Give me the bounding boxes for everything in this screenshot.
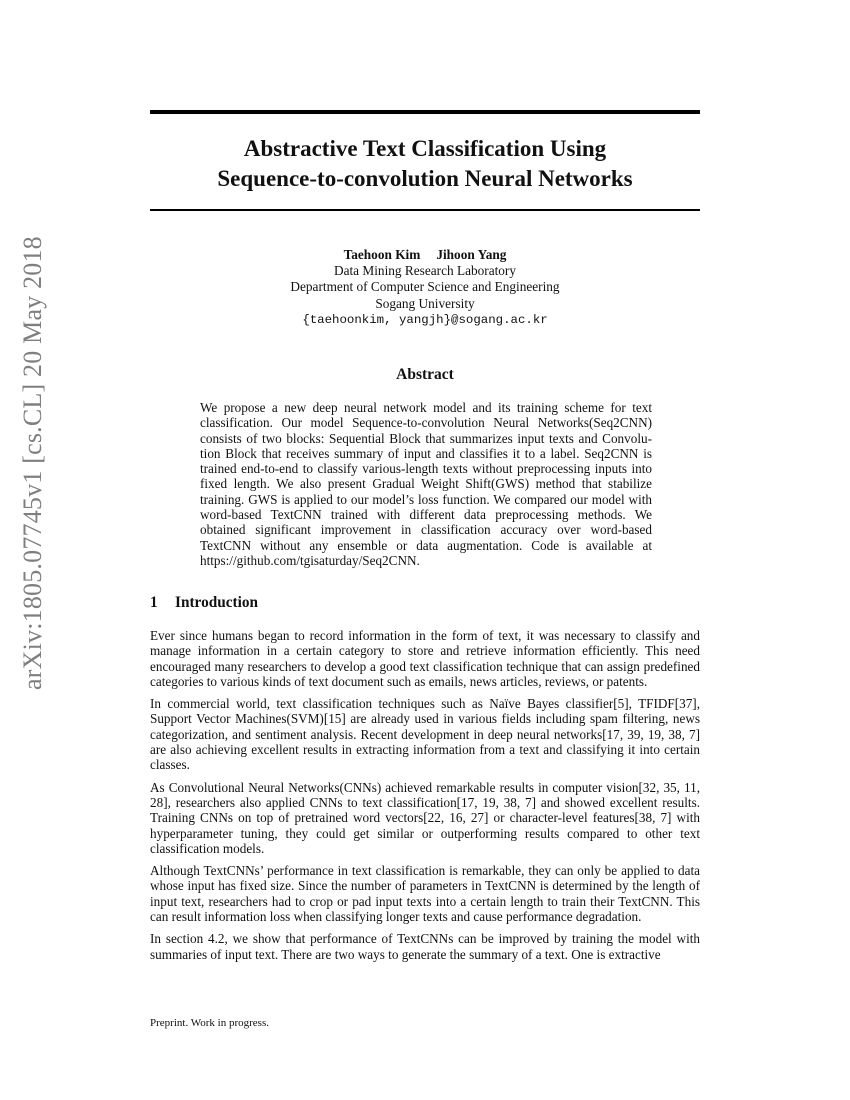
author-email: {taehoonkim, yangjh}@sogang.ac.kr — [302, 312, 548, 327]
affiliation-department: Department of Computer Science and Engineering — [290, 279, 560, 295]
title-line-1: Abstractive Text Classification Using — [243, 136, 607, 161]
affiliation-lab: Data Mining Research Laboratory — [333, 263, 517, 279]
affiliation-university: Sogang University — [375, 295, 475, 311]
paragraph: As Convolutional Neural Networks(CNNs) achieved remarkable results in computer vision[32, 35, 11, 28], researchers also applied CNNs to text classification[17, 19, 38, 7] and showed excellent results. Training CNNs on top of pretrained word vectors[22, 16, 27] or character-level features[38, 7] with hyperparameter tuning, they could get similar or outperforming results compared to other text classification models. — [150, 779, 700, 856]
section-number: 1 — [150, 594, 158, 611]
paper-title — [150, 134, 700, 194]
abstract-text: We propose a new deep neural network model and its training scheme for text classification. Our model Sequence-to-convolution Neural Networks(Seq2CNN) consists of two blocks: Sequential Block that summarizes input texts and Convolution Block that receives summary of input and classifies it to a label. Seq2CNN is trained end-to-end to classify various-length texts without preprocessing inputs into fixed length. We also present Gradual Weight Shift(GWS) method that stabilize training. GWS is applied to our model’s loss function. We compared our model with word-based TextCNN trained with different data preprocessing methods. We obtained significant improvement in classification accuracy over word-based TextCNN without any ensemble or data augmentation. Code is available at https://github.com/tgisaturday/Seq2CNN. — [200, 400, 652, 568]
author-block — [150, 247, 700, 328]
section-heading-introduction — [150, 594, 258, 612]
paragraph: In commercial world, text classification techniques such as Naïve Bayes classifier[5], TFIDF[37], Support Vector Machines(SVM)[15] are already used in various fields including spam filtering, news categorization, and sentiment analysis. Recent development in deep neural networks[17, 39, 19, 38, 7] are also achieving excellent results in extracting information from a text and classifying it into certain classes. — [150, 696, 700, 773]
introduction-body — [150, 628, 700, 969]
paragraph: Although TextCNNs’ performance in text classification is remarkable, they can only be applied to data whose input has fixed size. Since the number of parameters in TextCNN is determined by the length of input text, researchers had to crop or pad input texts into a certain length to train their TextCNN. This can result information loss when classifying longer texts and cause performance degradation. — [150, 863, 700, 925]
author-names — [150, 247, 700, 263]
author-1: Taehoon Kim — [343, 247, 421, 262]
arxiv-side-stamp: arXiv:1805.07745v1 [cs.CL] 20 May 2018 — [18, 236, 47, 690]
title-line-2: Sequence-to-convolution Neural Networks — [217, 166, 633, 191]
section-title: Introduction — [175, 594, 259, 611]
paragraph: In section 4.2, we show that performance of TextCNNs can be improved by training the model with summaries of input text. There are two ways to generate the summary of a text. One is extractive — [150, 931, 700, 962]
paragraph: Ever since humans began to record information in the form of text, it was necessary to classify and manage information in a certain category to store and retrieve information efficiently. This need encouraged many researchers to develop a good text classification technique that can assign predefined categories to various kinds of text document such as emails, news articles, reviews, or patents. — [150, 628, 700, 689]
author-2: Jihoon Yang — [436, 247, 507, 262]
title-top-rule — [150, 110, 700, 114]
title-bottom-rule — [150, 209, 700, 211]
abstract-heading: Abstract — [396, 366, 454, 383]
footer-note: Preprint. Work in progress. — [150, 1017, 269, 1029]
